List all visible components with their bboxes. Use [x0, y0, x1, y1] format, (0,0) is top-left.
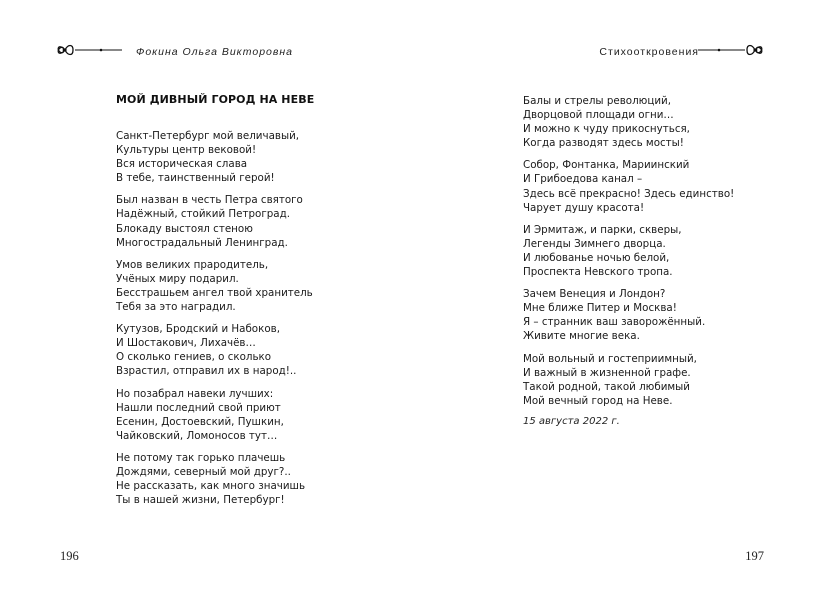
scroll-ornament-icon	[56, 41, 122, 59]
stanza	[523, 223, 734, 279]
verse-line: Взрастил, отправил их в народ!..	[116, 365, 297, 378]
verse-line: Чарует душу красота!	[523, 201, 645, 214]
verse-line: Мой вечный город на Неве.	[523, 394, 673, 407]
verse-line: Культуры центр вековой!	[116, 144, 257, 157]
verse-line: О сколько гениев, о сколько	[116, 351, 272, 364]
right-page	[411, 0, 822, 595]
stanza	[116, 322, 313, 378]
verse-line: И любованье ночью белой,	[523, 251, 670, 264]
poem-title: МОЙ ДИВНЫЙ ГОРОД НА НЕВЕ	[116, 93, 315, 106]
verse-line: Дождями, северный мой друг?..	[116, 465, 291, 478]
stanza	[116, 387, 313, 443]
page-number-right: 197	[745, 549, 764, 563]
verse-line: Надёжный, стойкий Петроград.	[116, 208, 290, 221]
stanza	[116, 451, 313, 507]
verse-line: Учёных миру подарил.	[116, 272, 239, 285]
verse-line: Живите многие века.	[523, 330, 640, 343]
verse-line: Бесстрашьем ангел твой хранитель	[116, 286, 313, 299]
verse-line: И Шостакович, Лихачёв…	[116, 337, 256, 350]
verse-line: Балы и стрелы революций,	[523, 95, 671, 107]
poem-text-right	[523, 94, 734, 429]
verse-line: Нашли последний свой приют	[116, 401, 281, 414]
verse-line: Чайковский, Ломоносов тут…	[116, 429, 278, 442]
verse-line: Но позабрал навеки лучших:	[116, 387, 274, 400]
verse-line: Дворцовой площади огни…	[523, 109, 674, 122]
verse-line: Вся историческая слава	[116, 158, 248, 171]
verse-line: Мне ближе Питер и Москва!	[523, 302, 677, 315]
stanza	[116, 258, 313, 314]
verse-line: Мой вольный и гостеприимный,	[523, 352, 697, 365]
stanza	[116, 193, 313, 249]
running-header-author: Фокина Ольга Викторовна	[136, 46, 293, 58]
stanza	[116, 129, 313, 185]
verse-line: И Эрмитаж, и парки, скверы,	[523, 223, 682, 236]
verse-line: Был назван в честь Петра святого	[116, 194, 303, 207]
scroll-ornament-icon	[698, 41, 764, 59]
verse-line: Санкт-Петербург мой величавый,	[116, 130, 300, 142]
verse-line: Не потому так горько плачешь	[116, 451, 286, 464]
verse-line: И Грибоедова канал –	[523, 173, 643, 186]
verse-line: Есенин, Достоевский, Пушкин,	[116, 415, 284, 428]
verse-line: В тебе, таинственный герой!	[116, 172, 275, 185]
verse-line: Умов великих прародитель,	[116, 258, 269, 271]
verse-line: Когда разводят здесь мосты!	[523, 137, 684, 150]
running-header-collection: Стихооткровения	[599, 46, 699, 58]
verse-line: И можно к чуду прикоснуться,	[523, 123, 690, 136]
verse-line: Не рассказать, как много значишь	[116, 480, 306, 493]
stanza	[523, 287, 734, 343]
verse-line: Многострадальный Ленинград.	[116, 236, 288, 249]
stanza	[523, 94, 734, 150]
verse-line: Здесь всё прекрасно! Здесь единство!	[523, 187, 735, 200]
verse-line: Легенды Зимнего дворца.	[523, 237, 666, 250]
verse-line: Собор, Фонтанка, Мариинский	[523, 159, 690, 172]
verse-line: Я – странник ваш заворожённый.	[523, 316, 706, 329]
verse-line: Проспекта Невского тропа.	[523, 266, 673, 279]
verse-line: Такой родной, такой любимый	[523, 380, 690, 393]
stanza	[523, 158, 734, 214]
poem-text-left	[116, 129, 313, 515]
stanza	[523, 352, 734, 408]
verse-line: Ты в нашей жизни, Петербург!	[116, 494, 285, 507]
verse-line: Тебя за это наградил.	[116, 301, 236, 314]
page-number-left: 196	[60, 549, 79, 563]
verse-line: Зачем Венеция и Лондон?	[523, 288, 666, 301]
poem-date: 15 августа 2022 г.	[523, 415, 620, 427]
verse-line: Кутузов, Бродский и Набоков,	[116, 323, 280, 336]
verse-line: И важный в жизненной графе.	[523, 366, 691, 379]
verse-line: Блокаду выстоял стеною	[116, 222, 253, 235]
